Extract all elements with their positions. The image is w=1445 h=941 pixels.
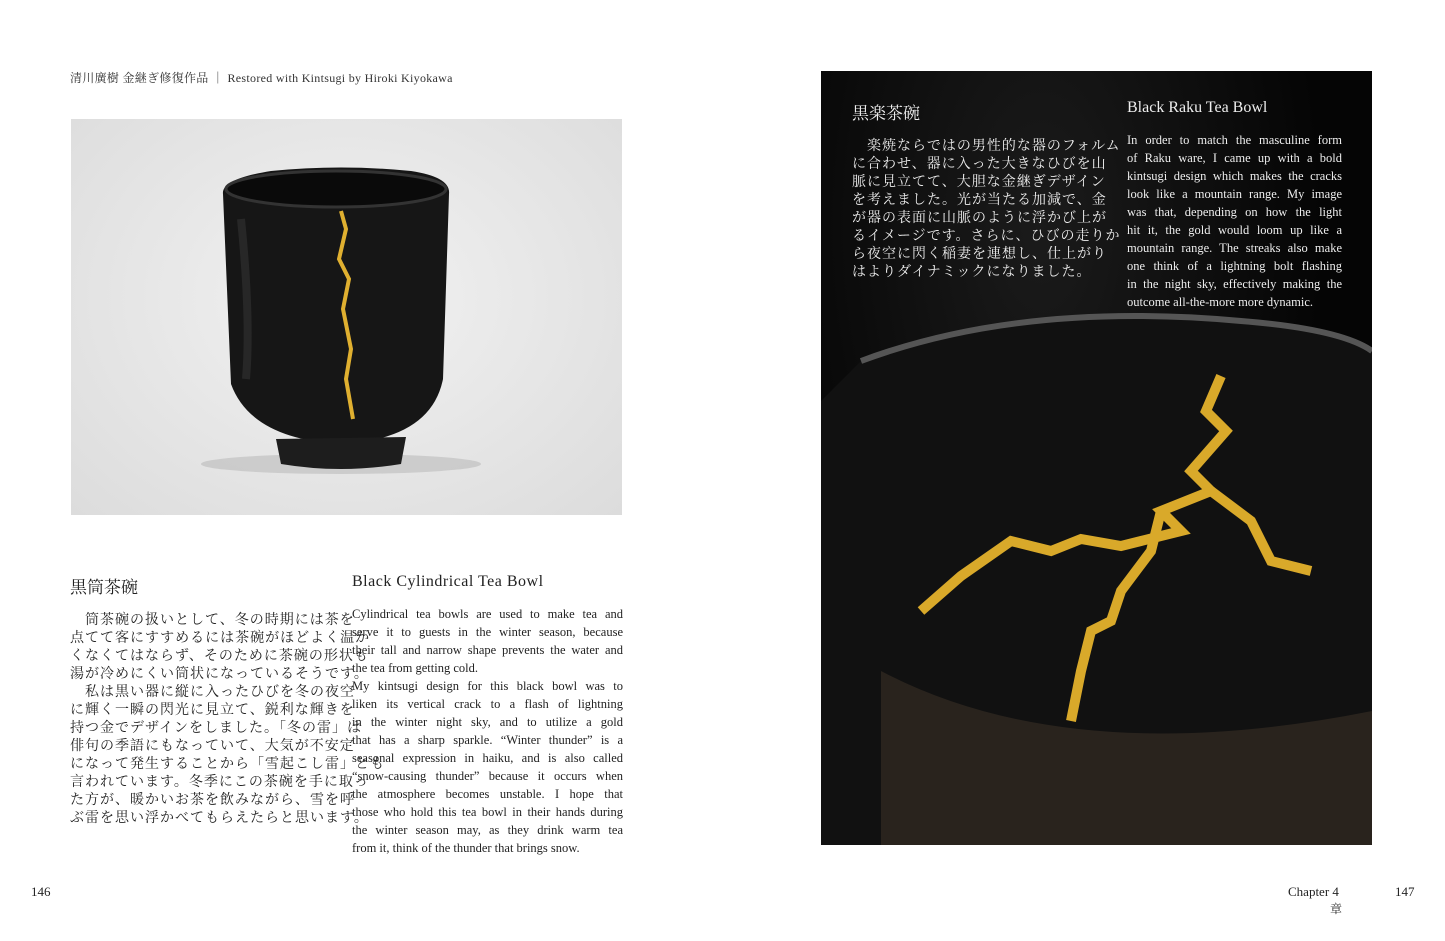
text-line: My kintsugi design for this black bowl was to bbox=[352, 679, 623, 693]
text-line: くなくてはならず、そのために茶碗の形状も bbox=[70, 649, 369, 664]
text-line: 楽焼ならではの男性的な器のフォルム bbox=[852, 139, 1121, 154]
text-line: in the winter night sky, and to utilize a gold bbox=[352, 715, 623, 729]
jp-text-left bbox=[70, 578, 385, 828]
text-line: that has a sharp sparkle. “Winter thunder” is a bbox=[352, 733, 623, 747]
text-line: 俳句の季語にもなっていて、大気が不安定 bbox=[70, 739, 355, 754]
text-line: ぶ雷を思い浮かべてもらえたらと思います。 bbox=[70, 811, 369, 826]
chapter-label-jp: 章 bbox=[1330, 902, 1343, 916]
text-line: the atmosphere becomes unstable. I hope that bbox=[352, 787, 623, 801]
text-line: outcome all-the-more more dynamic. bbox=[1127, 295, 1314, 309]
text-line: the tea from getting cold. bbox=[352, 661, 479, 675]
en-text-left bbox=[352, 573, 623, 857]
text-line: from it, think of the thunder that brings snow. bbox=[352, 841, 580, 855]
text-line: was that, depending on how the light bbox=[1127, 205, 1342, 219]
text-line: look like a mountain range. My image bbox=[1127, 187, 1342, 201]
text-line: 筒茶碗の扱いとして、冬の時期には茶を bbox=[70, 613, 355, 628]
text-line: はよりダイナミックになりました。 bbox=[852, 265, 1092, 280]
text-line: になって発生することから「雪起こし雷」とも bbox=[70, 757, 385, 772]
text-line: one think of a lightning bolt flashing bbox=[1127, 259, 1342, 273]
text-line: Cylindrical tea bowls are used to make tea and bbox=[352, 607, 623, 621]
text-line: liken its vertical crack to a flash of lightning bbox=[352, 697, 623, 711]
text-line: their tall and narrow shape prevents the water and bbox=[352, 643, 623, 657]
en-text-right bbox=[1127, 99, 1342, 311]
text-line: hit it, the gold would loom up like a bbox=[1127, 223, 1342, 237]
jp-title-right: 黒楽茶碗 bbox=[852, 104, 920, 123]
text-line: those who hold this tea bowl in their hands during bbox=[352, 805, 623, 819]
page-number-right: 147 bbox=[1395, 884, 1415, 899]
text-line: mountain range. The streaks also make bbox=[1127, 241, 1342, 255]
text-line: 点てて客にすすめるには茶碗がほどよく温か bbox=[70, 631, 371, 646]
text-line: に輝く一瞬の閃光に見立て、鋭利な輝きを bbox=[70, 703, 355, 718]
en-title-right: Black Raku Tea Bowl bbox=[1127, 99, 1268, 116]
text-line: に合わせ、器に入った大きなひびを山 bbox=[852, 157, 1107, 172]
text-line: serve it to guests in the winter season, because bbox=[352, 625, 623, 639]
text-line: kintsugi design which makes the cracks bbox=[1127, 169, 1342, 183]
jp-text-right bbox=[852, 104, 1121, 282]
running-header: 清川廣樹 金継ぎ修復作品 ｜ Restored with Kintsugi by Hiroki Kiyokawa bbox=[70, 71, 453, 85]
text-line: 持つ金でデザインをしました。「冬の雷」は bbox=[70, 721, 363, 736]
en-title-left: Black Cylindrical Tea Bowl bbox=[352, 573, 544, 590]
text-line: 私は黒い器に縦に入ったひびを冬の夜空 bbox=[70, 685, 355, 700]
text-line: た方が、暖かいお茶を飲みながら、雪を呼 bbox=[70, 793, 355, 808]
text-line: ら夜空に閃く稲妻を連想し、仕上がり bbox=[852, 247, 1107, 262]
text-line: the winter season may, as they drink warm tea bbox=[352, 823, 623, 837]
cylindrical-tea-bowl-photo bbox=[71, 119, 622, 515]
text-line: を考えました。光が当たる加減で、金 bbox=[852, 193, 1107, 208]
text-line: In order to match the masculine form bbox=[1127, 133, 1342, 147]
text-line: るイメージです。さらに、ひびの走りか bbox=[852, 229, 1121, 244]
text-line: seasonal expression in haiku, and is also called bbox=[352, 751, 623, 765]
text-line: 湯が冷めにくい筒状になっているそうです。 bbox=[70, 667, 369, 682]
page-number-left: 146 bbox=[31, 884, 51, 899]
text-line: 言われています。冬季にこの茶碗を手に取っ bbox=[70, 775, 369, 790]
chapter-label: Chapter 4 bbox=[1288, 884, 1339, 899]
text-line: of Raku ware, I came up with a bold bbox=[1127, 151, 1342, 165]
jp-title-left: 黒筒茶碗 bbox=[70, 578, 138, 597]
text-line: 脈に見立てて、大胆な金継ぎデザイン bbox=[852, 175, 1106, 190]
text-line: が器の表面に山脈のように浮かび上が bbox=[852, 211, 1107, 226]
text-line: in the night sky, effectively making the bbox=[1127, 277, 1342, 291]
text-line: “snow-causing thunder” because it occurs when bbox=[352, 769, 623, 783]
